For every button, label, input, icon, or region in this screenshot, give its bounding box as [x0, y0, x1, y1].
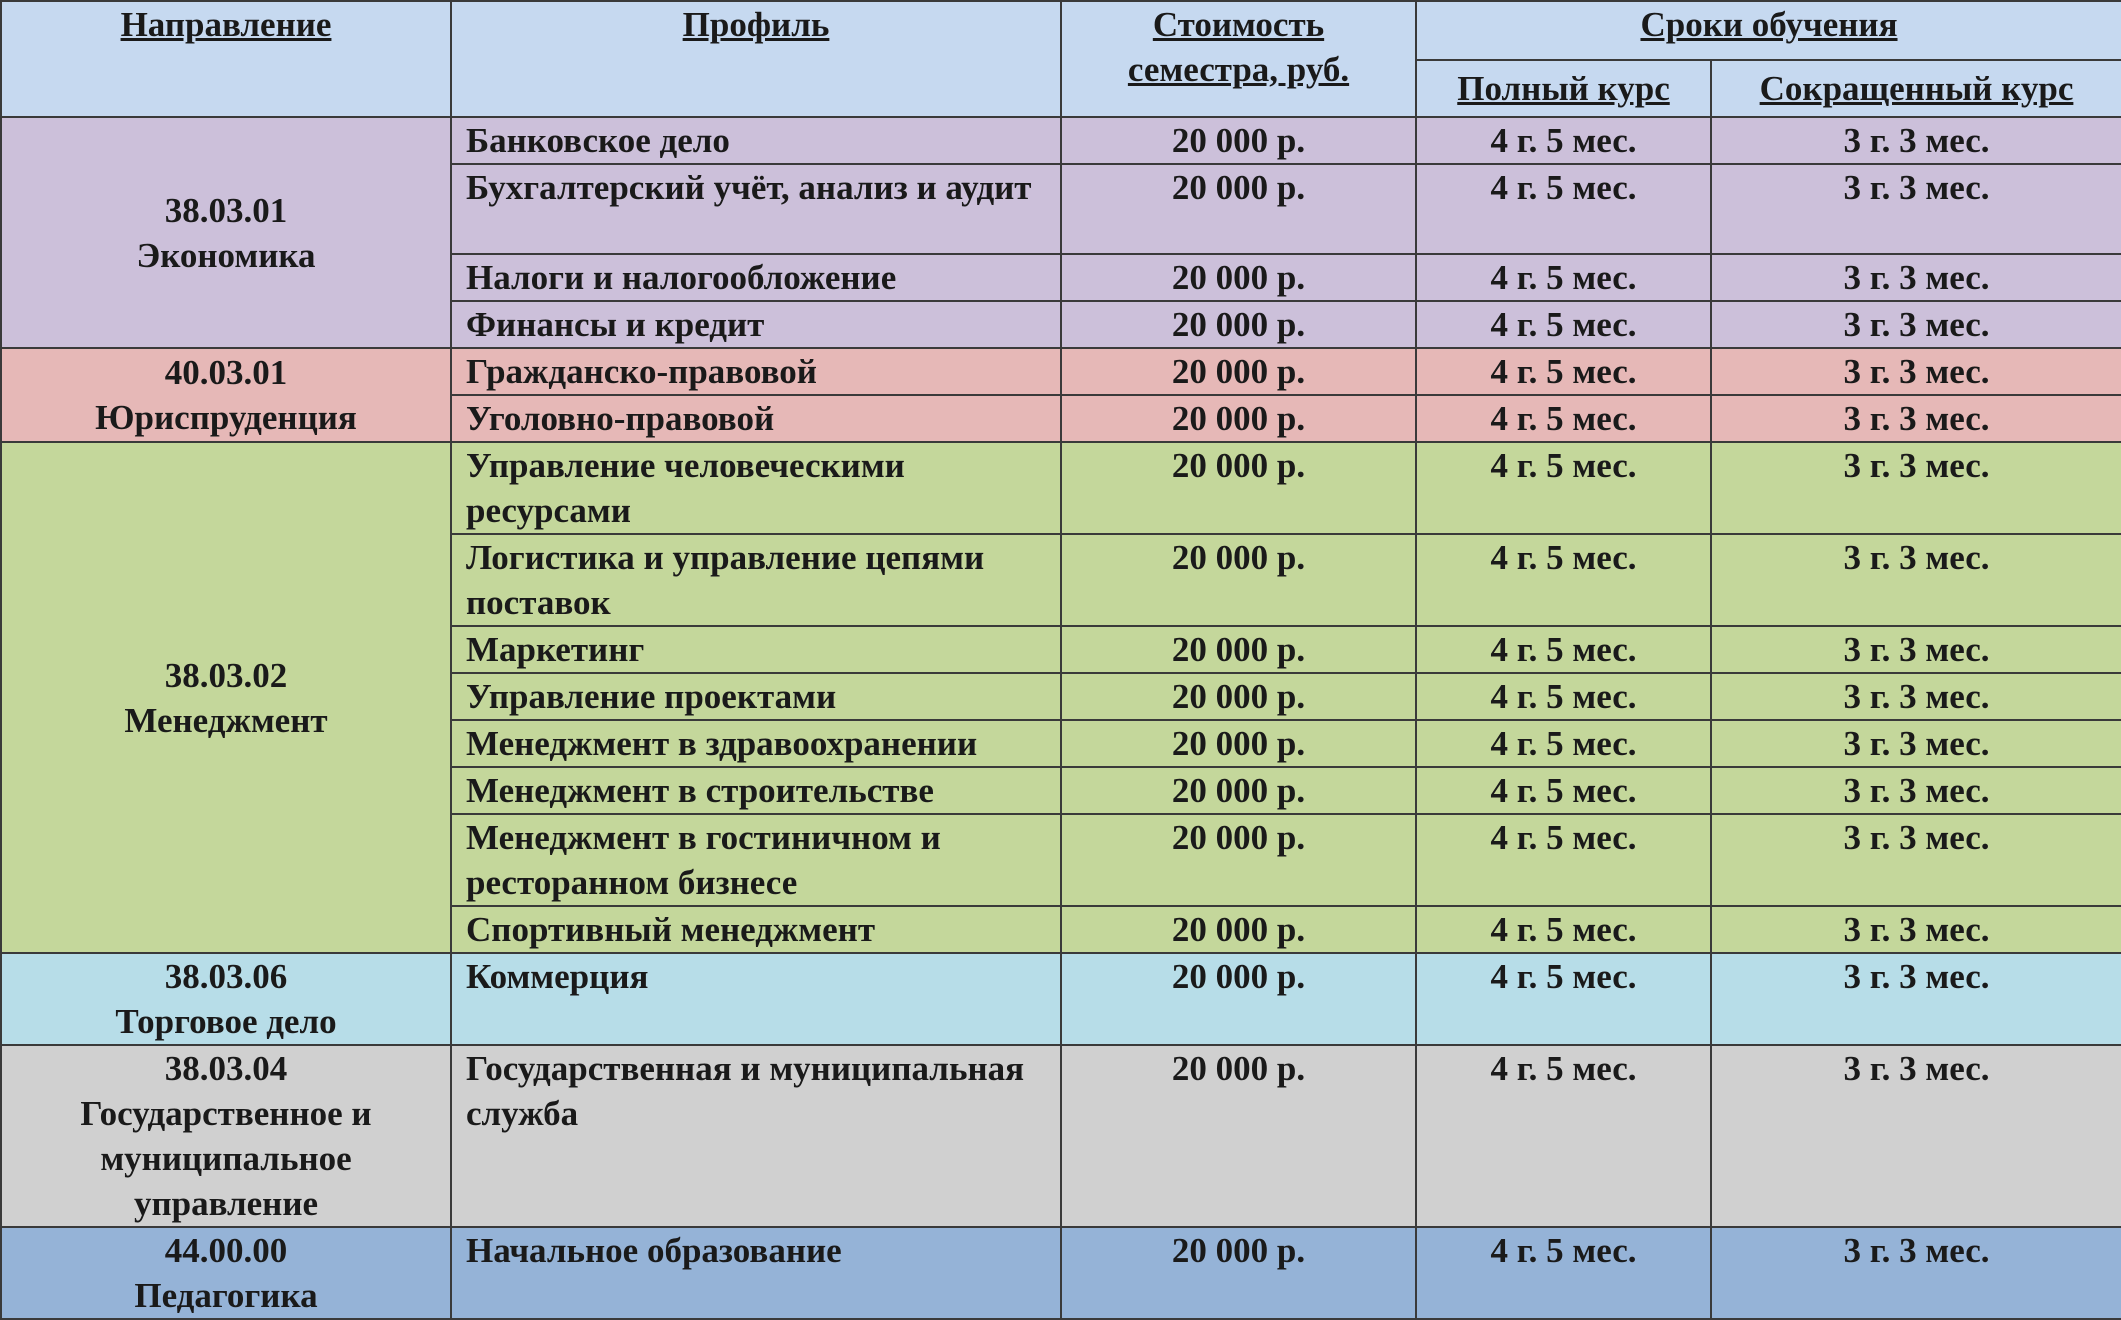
- full-course-cell: 4 г. 5 мес.: [1416, 442, 1711, 534]
- short-course-cell: 3 г. 3 мес.: [1711, 953, 2121, 1045]
- short-course-cell: 3 г. 3 мес.: [1711, 348, 2121, 395]
- short-course-cell: 3 г. 3 мес.: [1711, 906, 2121, 953]
- direction-cell: [1, 953, 451, 1045]
- direction-cell: [1, 117, 451, 348]
- direction-cell: [1, 442, 451, 953]
- cost-cell: 20 000 р.: [1061, 1227, 1416, 1319]
- profile-cell: Менеджмент в гостиничном и ресторанном бизнесе: [451, 814, 1061, 906]
- direction-code: 38.03.04: [164, 1049, 288, 1088]
- full-course-cell: 4 г. 5 мес.: [1416, 953, 1711, 1045]
- cost-cell: 20 000 р.: [1061, 720, 1416, 767]
- table-row: [1, 348, 2121, 395]
- short-course-cell: 3 г. 3 мес.: [1711, 164, 2121, 254]
- full-course-cell: 4 г. 5 мес.: [1416, 1227, 1711, 1319]
- short-course-cell: 3 г. 3 мес.: [1711, 1045, 2121, 1227]
- cost-cell: 20 000 р.: [1061, 348, 1416, 395]
- profile-cell: Гражданско-правовой: [451, 348, 1061, 395]
- short-course-cell: 3 г. 3 мес.: [1711, 395, 2121, 442]
- direction-cell: [1, 1045, 451, 1227]
- profile-cell: Государственная и муниципальная служба: [451, 1045, 1061, 1227]
- direction-name: Торговое дело: [115, 1002, 337, 1041]
- direction-name: Педагогика: [134, 1276, 318, 1315]
- direction-code: 38.03.06: [164, 957, 288, 996]
- full-course-cell: 4 г. 5 мес.: [1416, 395, 1711, 442]
- full-course-cell: 4 г. 5 мес.: [1416, 117, 1711, 164]
- table-row: [1, 117, 2121, 164]
- cost-cell: 20 000 р.: [1061, 395, 1416, 442]
- full-course-cell: 4 г. 5 мес.: [1416, 534, 1711, 626]
- direction-code: 38.03.02: [164, 655, 288, 695]
- full-course-cell: 4 г. 5 мес.: [1416, 1045, 1711, 1227]
- full-course-cell: 4 г. 5 мес.: [1416, 348, 1711, 395]
- cost-cell: 20 000 р.: [1061, 117, 1416, 164]
- header-cost: Стоимость семестра, руб.: [1061, 1, 1416, 117]
- full-course-cell: 4 г. 5 мес.: [1416, 301, 1711, 348]
- profile-cell: Финансы и кредит: [451, 301, 1061, 348]
- header-direction: Направление: [1, 1, 451, 117]
- table-body: [1, 117, 2121, 1319]
- profile-cell: Уголовно-правовой: [451, 395, 1061, 442]
- profile-cell: Управление проектами: [451, 673, 1061, 720]
- direction-name: Экономика: [136, 235, 316, 275]
- cost-cell: 20 000 р.: [1061, 673, 1416, 720]
- full-course-cell: 4 г. 5 мес.: [1416, 254, 1711, 301]
- short-course-cell: 3 г. 3 мес.: [1711, 767, 2121, 814]
- full-course-cell: 4 г. 5 мес.: [1416, 906, 1711, 953]
- full-course-cell: 4 г. 5 мес.: [1416, 626, 1711, 673]
- table-row: [1, 442, 2121, 534]
- short-course-cell: 3 г. 3 мес.: [1711, 442, 2121, 534]
- header-duration: Сроки обучения: [1416, 1, 2121, 60]
- table-row: [1, 1045, 2121, 1227]
- profile-cell: Менеджмент в здравоохранении: [451, 720, 1061, 767]
- direction-name: Государственное и муниципальное управление: [80, 1094, 372, 1223]
- profile-cell: Начальное образование: [451, 1227, 1061, 1319]
- cost-cell: 20 000 р.: [1061, 767, 1416, 814]
- profile-cell: Управление человеческими ресурсами: [451, 442, 1061, 534]
- header-short-course: Сокращенный курс: [1711, 60, 2121, 117]
- short-course-cell: 3 г. 3 мес.: [1711, 301, 2121, 348]
- cost-cell: 20 000 р.: [1061, 1045, 1416, 1227]
- cost-cell: 20 000 р.: [1061, 254, 1416, 301]
- profile-cell: Маркетинг: [451, 626, 1061, 673]
- direction-code: 44.00.00: [164, 1231, 288, 1270]
- short-course-cell: 3 г. 3 мес.: [1711, 720, 2121, 767]
- direction-cell: [1, 1227, 451, 1319]
- direction-name: Менеджмент: [124, 700, 328, 740]
- profile-cell: Коммерция: [451, 953, 1061, 1045]
- cost-cell: 20 000 р.: [1061, 906, 1416, 953]
- full-course-cell: 4 г. 5 мес.: [1416, 767, 1711, 814]
- header-profile: Профиль: [451, 1, 1061, 117]
- header-full-course: Полный курс: [1416, 60, 1711, 117]
- short-course-cell: 3 г. 3 мес.: [1711, 1227, 2121, 1319]
- full-course-cell: 4 г. 5 мес.: [1416, 673, 1711, 720]
- short-course-cell: 3 г. 3 мес.: [1711, 673, 2121, 720]
- short-course-cell: 3 г. 3 мес.: [1711, 117, 2121, 164]
- cost-cell: 20 000 р.: [1061, 626, 1416, 673]
- direction-code: 38.03.01: [164, 190, 288, 230]
- full-course-cell: 4 г. 5 мес.: [1416, 814, 1711, 906]
- short-course-cell: 3 г. 3 мес.: [1711, 254, 2121, 301]
- profile-cell: Логистика и управление цепями поставок: [451, 534, 1061, 626]
- direction-cell: [1, 348, 451, 442]
- profile-cell: Бухгалтерский учёт, анализ и аудит: [451, 164, 1061, 254]
- short-course-cell: 3 г. 3 мес.: [1711, 534, 2121, 626]
- table-row: [1, 953, 2121, 1045]
- cost-cell: 20 000 р.: [1061, 442, 1416, 534]
- direction-name: Юриспруденция: [95, 398, 357, 437]
- short-course-cell: 3 г. 3 мес.: [1711, 626, 2121, 673]
- cost-cell: 20 000 р.: [1061, 301, 1416, 348]
- direction-code: 40.03.01: [164, 353, 288, 392]
- full-course-cell: 4 г. 5 мес.: [1416, 720, 1711, 767]
- cost-cell: 20 000 р.: [1061, 814, 1416, 906]
- full-course-cell: 4 г. 5 мес.: [1416, 164, 1711, 254]
- profile-cell: Спортивный менеджмент: [451, 906, 1061, 953]
- profile-cell: Менеджмент в строительстве: [451, 767, 1061, 814]
- short-course-cell: 3 г. 3 мес.: [1711, 814, 2121, 906]
- cost-cell: 20 000 р.: [1061, 953, 1416, 1045]
- table-row: [1, 1227, 2121, 1319]
- profile-cell: Банковское дело: [451, 117, 1061, 164]
- profile-cell: Налоги и налогообложение: [451, 254, 1061, 301]
- cost-cell: 20 000 р.: [1061, 534, 1416, 626]
- cost-cell: 20 000 р.: [1061, 164, 1416, 254]
